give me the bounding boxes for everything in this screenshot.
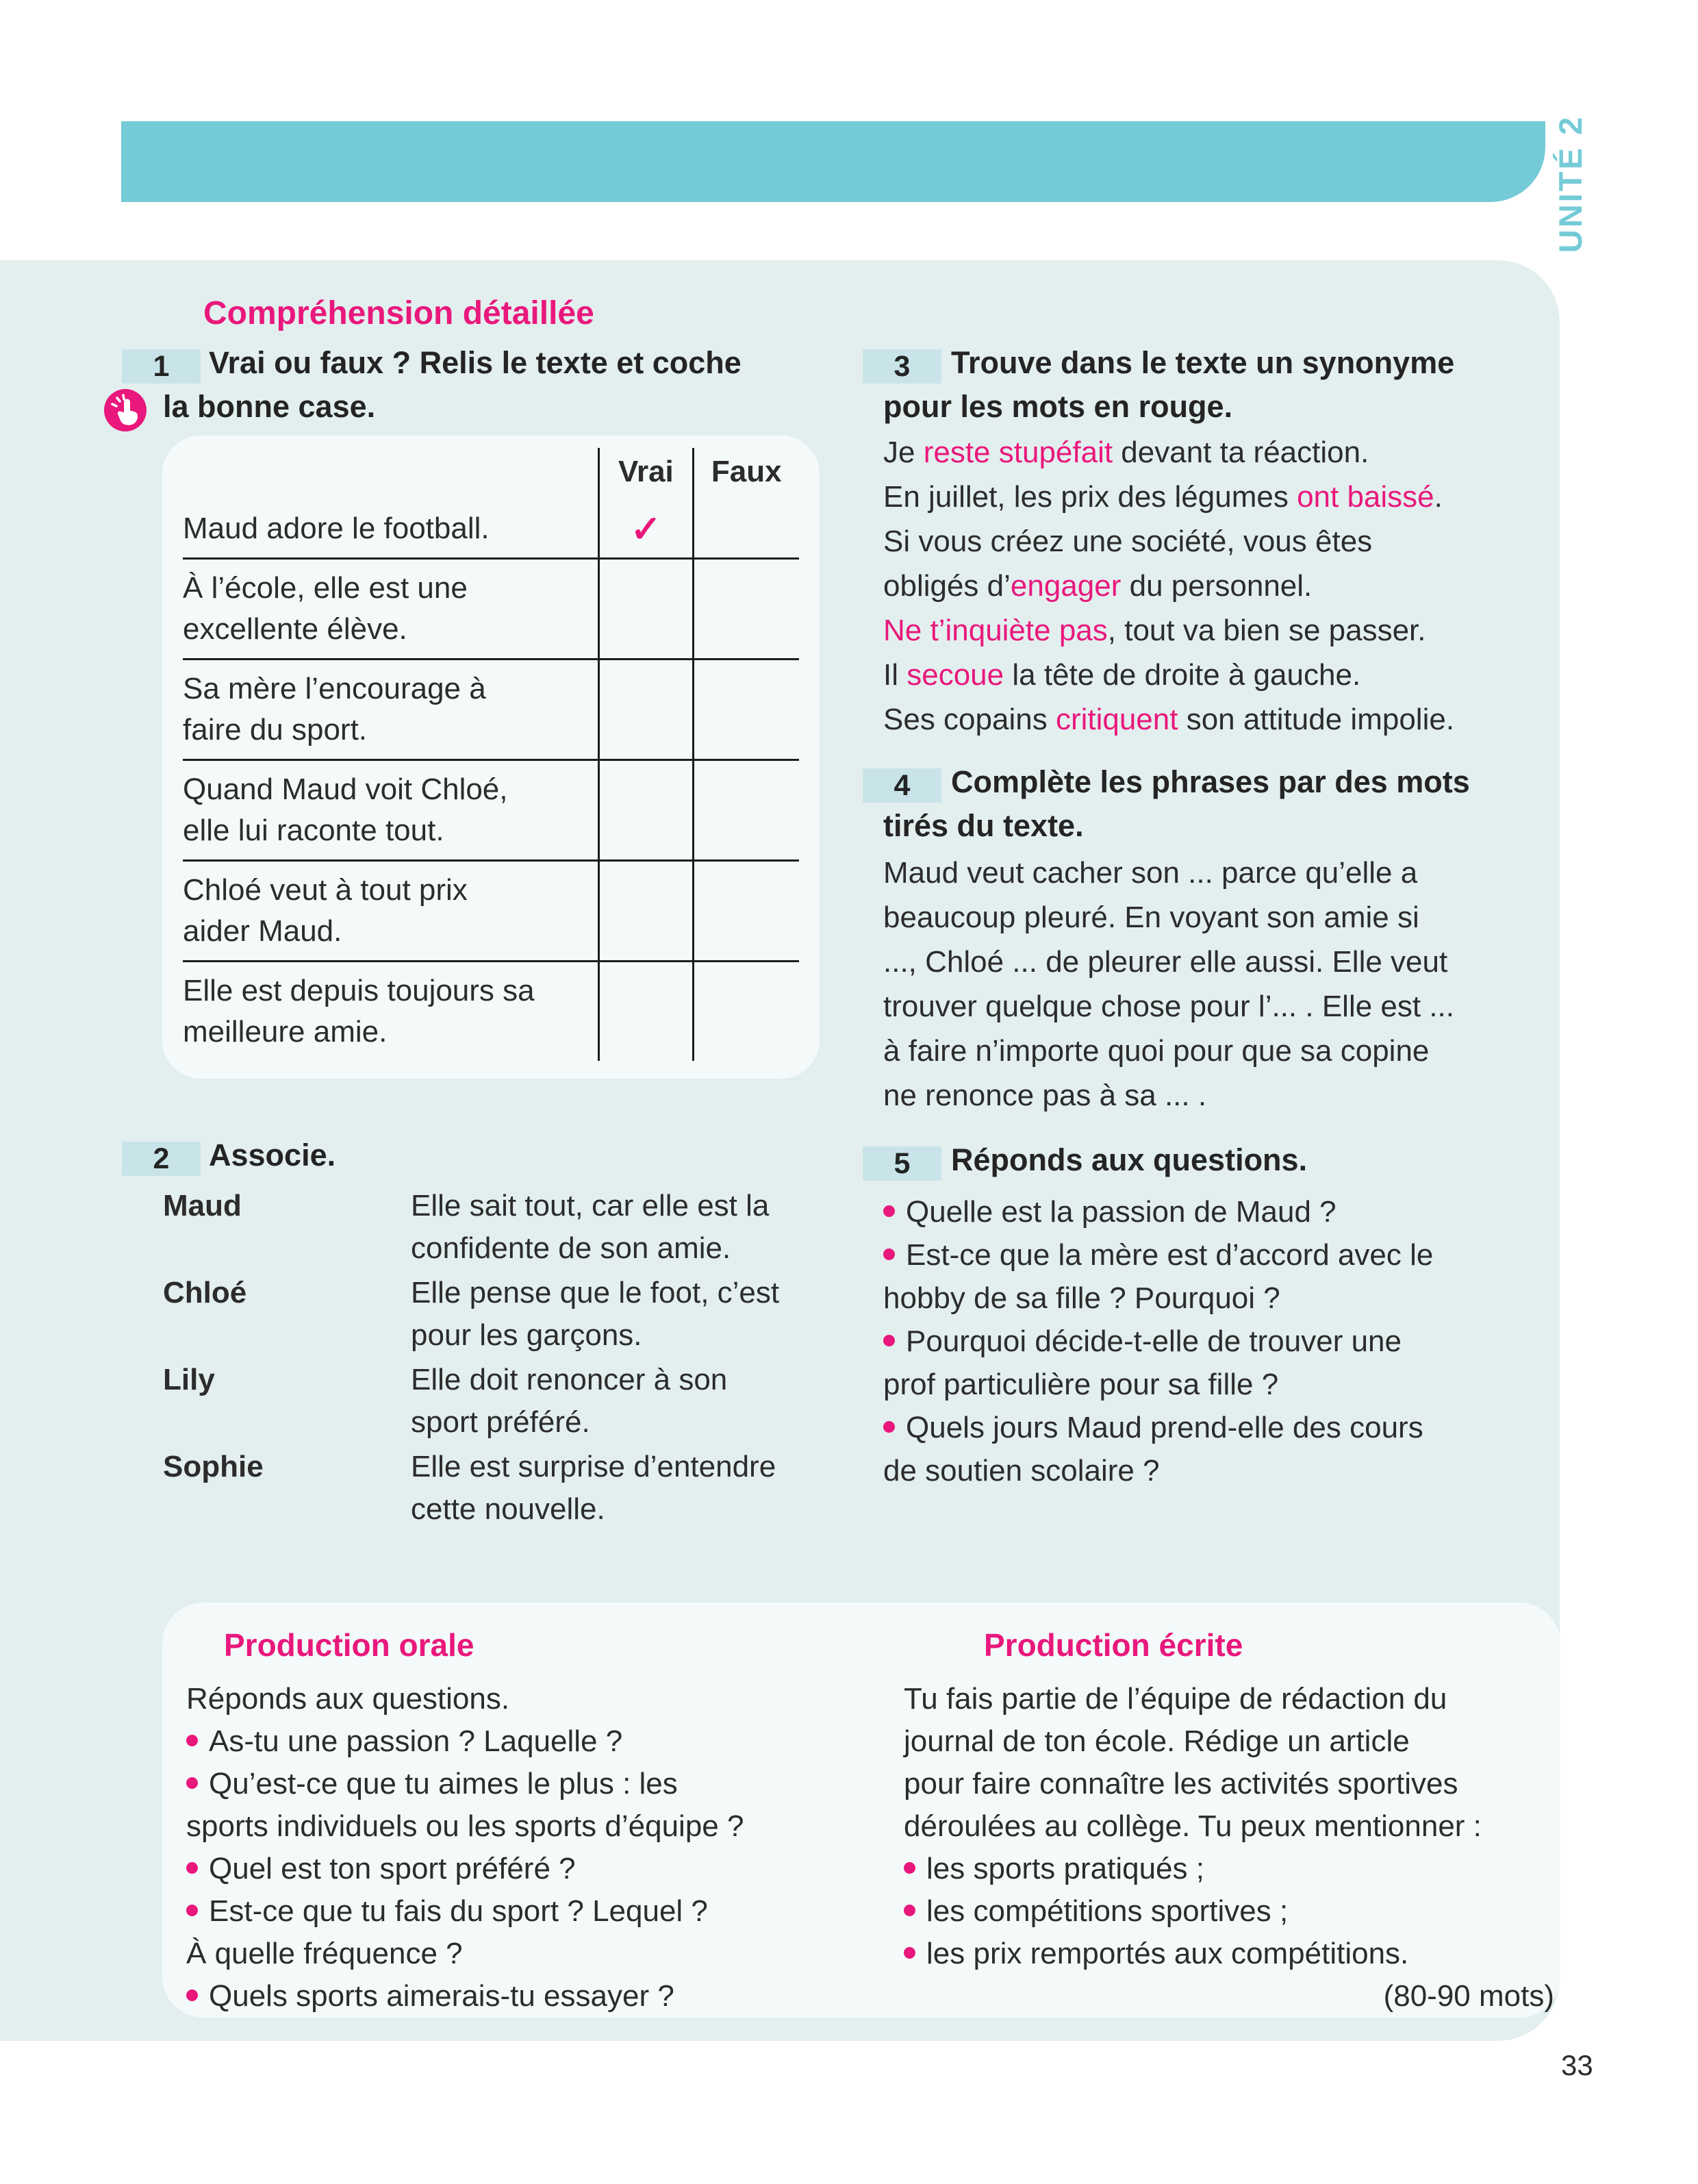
bullet-dot-icon [883,1335,895,1346]
production-orale-body [186,1678,878,2018]
statement-cell: Quand Maud voit Chloé, elle lui raconte tout. [183,773,508,847]
bullet-item [186,1720,878,1763]
vrai-answer-cell[interactable] [599,861,693,962]
exercise2-title: Associe. [209,1138,336,1172]
highlighted-word: critiquent [1055,703,1178,736]
highlighted-word: ont baissé [1297,480,1434,514]
bullet-text: les compétitions sportives ; [926,1894,1289,1928]
bullet-item [883,1233,1433,1320]
truefalse-row [183,559,799,660]
bullet-item [904,1890,1554,1933]
bullet-dot-icon [186,1777,198,1789]
gapfill-text: Maud veut cacher son ... parce qu’elle a beaucoup pleuré. En voyant son amie si ..., Chloé ... de pleurer elle aussi. Elle veut trouver quelque chose pour l’... . Elle est ... à faire n’importe quoi pour que sa copine ne renonce pas à sa ... . [883,856,1455,1112]
statement-cell: Sa mère l’encourage à faire du sport. [183,672,486,746]
vrai-answer-cell[interactable] [599,660,693,760]
bullet-text: Pourquoi décide-t-elle de trouver une prof particulière pour sa fille ? [883,1325,1402,1401]
associate-name[interactable]: Maud [163,1189,242,1222]
sentence-text: En juillet, les prix des légumes [883,480,1297,514]
bullet-text: Quels jours Maud prend-elle des cours de soutien scolaire ? [883,1411,1423,1488]
highlighted-word: reste stupéfait [923,436,1113,469]
bullet-text: Est-ce que la mère est d’accord avec le hobby de sa fille ? Pourquoi ? [883,1238,1434,1315]
bullet-item [883,1320,1433,1406]
vrai-column-header: Vrai [599,448,693,500]
bullet-dot-icon [883,1205,895,1217]
bullet-dot-icon [883,1248,895,1260]
vrai-answer-cell[interactable] [599,559,693,660]
highlighted-word: secoue [907,658,1004,692]
faux-answer-cell[interactable] [693,500,799,559]
associate-exercise [163,1185,848,1533]
exercise3-number-badge: 3 [863,349,941,384]
truefalse-table [183,448,799,1061]
exercise4-heading [883,760,1470,848]
production-ecrite-intro: Tu fais partie de l’équipe de rédaction du journal de ton école. Rédige un article pour faire connaître les activités sportives déroulées au collège. Tu peux mentionner : [904,1682,1482,1843]
bullet-text: Est-ce que tu fais du sport ? Lequel ? À quelle fréquence ? [186,1894,708,1970]
sentence-text: obligés d’ [883,569,1011,603]
sentence-text: devant ta réaction. [1113,436,1369,469]
vrai-answer-cell[interactable] [599,962,693,1062]
synonym-sentence-line [883,697,1454,742]
statement-cell: Maud adore le football. [183,512,490,545]
bullet-text: As-tu une passion ? Laquelle ? [209,1724,623,1758]
faux-answer-cell[interactable] [693,861,799,962]
sentence-text: du personnel. [1121,569,1313,603]
exercise4-number-badge: 4 [863,768,941,803]
unit-label: UNITÉ 2 [1552,115,1588,253]
sentence-text: . [1434,480,1443,514]
bullet-item [186,1848,878,1890]
word-count: (80-90 mots) [1383,1979,1554,2013]
truefalse-row [183,962,799,1062]
unit-header-bar [121,121,1545,202]
sentence-text: Il [883,658,907,692]
bullet-dot-icon [883,1421,895,1433]
associate-row [163,1446,848,1533]
exercise5-title: Réponds aux questions. [951,1142,1308,1177]
associate-description[interactable]: Elle doit renoncer à son sport préféré. [411,1363,728,1439]
synonym-sentence-line [883,564,1454,608]
exercise1-title: Vrai ou faux ? Relis le texte et coche la bonne case. [163,345,742,424]
production-orale-list [186,1720,878,2018]
bullet-item [186,1763,878,1848]
bullet-text: Qu’est-ce que tu aimes le plus : les sports individuels ou les sports d’équipe ? [186,1767,744,1843]
exercise4-title: Complète les phrases par des mots tirés du texte. [883,764,1470,843]
table-header-row [183,448,799,500]
truefalse-row [183,760,799,861]
exercise1-number-badge: 1 [122,349,201,384]
associate-name[interactable]: Sophie [163,1450,264,1483]
bullet-dot-icon [186,1990,198,2001]
associate-description[interactable]: Elle est surprise d’entendre cette nouvelle. [411,1450,776,1526]
faux-column-header: Faux [693,448,799,500]
associate-row [163,1185,848,1272]
exercise3-title: Trouve dans le texte un synonyme pour les mots en rouge. [883,345,1455,424]
bullet-text: Quelle est la passion de Maud ? [906,1195,1336,1229]
exercise5-number-badge: 5 [863,1146,941,1181]
exercise1-heading [153,341,742,429]
truefalse-row [183,660,799,760]
bullet-item [904,1933,1554,1975]
page-number: 33 [1561,2049,1593,2081]
faux-answer-cell[interactable] [693,962,799,1062]
sentence-text: Ses copains [883,703,1056,736]
synonym-sentence-line [883,475,1454,519]
production-ecrite-list [904,1848,1554,1975]
pointing-hand-icon [104,389,147,431]
statement-cell: Elle est depuis toujours sa meilleure amie. [183,974,535,1049]
statement-cell: À l’école, elle est une excellente élève. [183,571,468,646]
truefalse-row [183,861,799,962]
bullet-item [186,1890,878,1975]
synonym-sentence-line [883,519,1454,564]
synonym-sentence-line [883,430,1454,475]
sentence-text: la tête de droite à gauche. [1004,658,1361,692]
exercise2-number-badge: 2 [122,1142,201,1176]
bullet-dot-icon [186,1862,198,1874]
bullet-dot-icon [904,1905,915,1916]
highlighted-word: Ne t’inquiète pas [883,614,1108,647]
synonym-sentence-line [883,608,1454,653]
faux-answer-cell[interactable] [693,660,799,760]
empty-header-cell [183,448,599,500]
exercise2-heading [153,1133,336,1177]
vrai-answer-cell[interactable] [599,500,693,559]
sentence-text: , tout va bien se passer. [1107,614,1426,647]
sentence-text: son attitude impolie. [1178,703,1455,736]
faux-answer-cell[interactable] [693,760,799,861]
bullet-text: Quel est ton sport préféré ? [209,1852,576,1885]
check-mark-icon: ✓ [630,508,662,550]
associate-row [163,1359,848,1446]
bullet-item [904,1848,1554,1890]
section-title: Compréhension détaillée [203,295,594,331]
associate-row [163,1272,848,1359]
truefalse-row [183,500,799,559]
production-orale-intro: Réponds aux questions. [186,1682,510,1716]
bullet-item [186,1975,878,2018]
sentence-text: Si vous créez une société, vous êtes [883,525,1373,558]
bullet-dot-icon [904,1862,915,1874]
bullet-dot-icon [186,1735,198,1746]
sentence-text: Je [883,436,924,469]
question-list [883,1190,1433,1492]
statement-cell: Chloé veut à tout prix aider Maud. [183,873,468,948]
associate-name[interactable]: Chloé [163,1276,247,1309]
bullet-text: Quels sports aimerais-tu essayer ? [209,1979,674,2013]
associate-description[interactable]: Elle pense que le foot, c’est pour les garçons. [411,1276,780,1352]
highlighted-word: engager [1010,569,1122,603]
bullet-dot-icon [904,1947,915,1959]
vrai-answer-cell[interactable] [599,760,693,861]
production-ecrite-title: Production écrite [984,1627,1243,1663]
synonym-sentence-line [883,653,1454,697]
faux-answer-cell[interactable] [693,559,799,660]
production-ecrite-body [904,1678,1554,2018]
exercise3-heading [883,341,1454,429]
synonym-sentences [883,430,1454,742]
bullet-item [883,1406,1433,1492]
production-orale-title: Production orale [224,1627,474,1663]
truefalse-table-card [162,436,820,1079]
associate-name[interactable]: Lily [163,1363,215,1396]
exercise5-heading [883,1138,1307,1182]
bullet-item [883,1190,1433,1233]
associate-description[interactable]: Elle sait tout, car elle est la confidente de son amie. [411,1189,770,1265]
bullet-text: les sports pratiqués ; [926,1852,1204,1885]
bullet-dot-icon [186,1905,198,1916]
bullet-text: les prix remportés aux compétitions. [926,1937,1409,1970]
